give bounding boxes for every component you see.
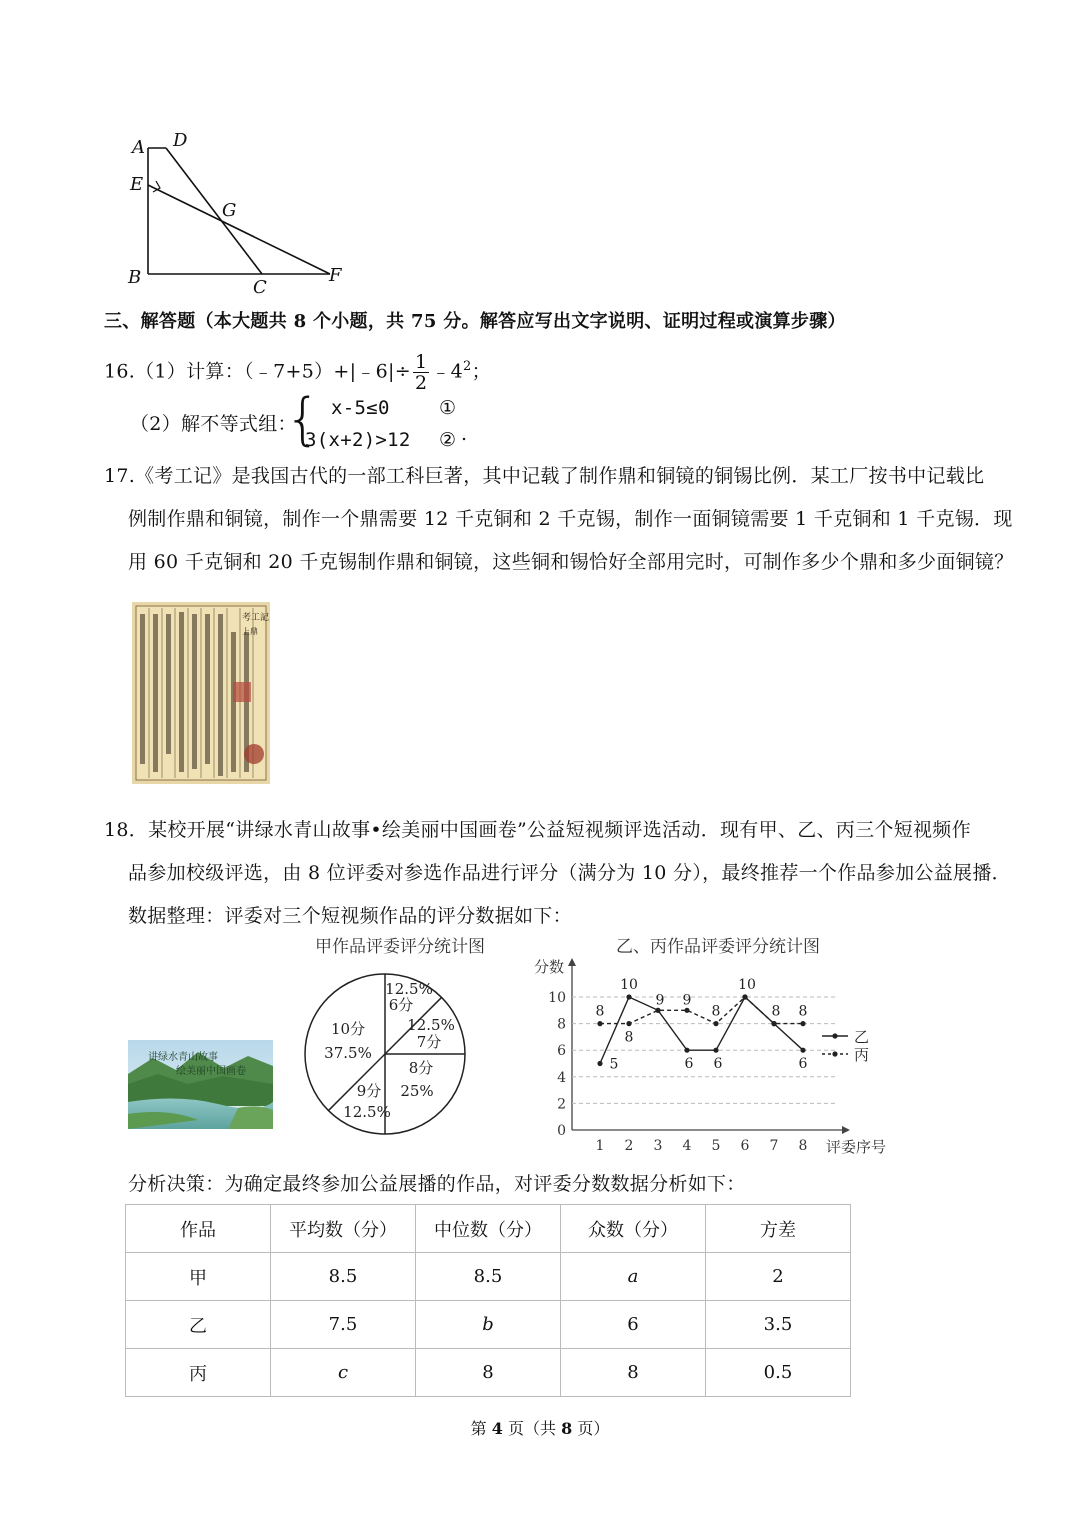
inequality-2-mark: ②: [439, 429, 457, 451]
data-label: 8: [771, 1003, 781, 1020]
table-cell: a: [561, 1253, 706, 1301]
pie-chart-title: 甲作品评委评分统计图: [315, 937, 485, 957]
table-cell: 6: [561, 1301, 706, 1349]
data-point: [684, 1048, 689, 1053]
table-header: 方差: [706, 1205, 851, 1253]
analysis-text: 分析决策：为确定最终参加公益展播的作品，对评委分数数据分析如下：: [128, 1173, 746, 1195]
table-cell: 0.5: [706, 1349, 851, 1397]
q16-part1-prefix: 16.（1）计算：（﹣7+5）+|﹣6|÷: [104, 360, 411, 383]
section-heading: 三、解答题（本大题共 8 个小题，共 75 分。解答应写出文字说明、证明过程或演算步骤）: [104, 311, 846, 332]
data-point: [800, 1021, 805, 1026]
table-cell: 8.5: [271, 1253, 416, 1301]
ancient-book-image: [132, 602, 270, 784]
data-label: 6: [713, 1056, 723, 1073]
footer-mid: 页（共: [502, 1419, 562, 1438]
fraction-numerator: 1: [414, 351, 428, 373]
table-cell: 8: [416, 1349, 561, 1397]
table-cell: 8: [561, 1349, 706, 1397]
y-axis-label: 分数: [534, 958, 565, 976]
table-cell: 丙: [126, 1349, 271, 1397]
y-tick-label: 10: [548, 990, 566, 1006]
data-point: [684, 1008, 689, 1013]
data-point: [771, 1021, 776, 1026]
fraction: [413, 352, 429, 393]
geometry-figure: [120, 128, 360, 298]
table-header: 众数（分）: [561, 1205, 706, 1253]
pie-slice-label: 7分: [416, 1033, 442, 1051]
q16-part1-end: ；: [471, 360, 491, 383]
table-header: 中位数（分）: [416, 1205, 561, 1253]
data-label: 8: [624, 1029, 634, 1046]
inequality-1-mark: ①: [439, 397, 457, 419]
pie-slice-label: 25%: [400, 1082, 434, 1100]
fraction-denominator: 2: [414, 372, 428, 394]
legend-label: 丙: [854, 1046, 870, 1064]
pie-slice-label: 12.5%: [407, 1016, 455, 1034]
label-a: A: [132, 137, 145, 158]
landscape-thumbnail: [128, 1040, 273, 1129]
x-tick-label: 8: [798, 1138, 808, 1154]
analysis-table: [125, 1204, 851, 1397]
table-cell: b: [416, 1301, 561, 1349]
data-label: 8: [711, 1003, 721, 1020]
label-d: D: [173, 130, 188, 151]
y-tick-label: 8: [557, 1016, 566, 1033]
exponent: 2: [463, 359, 472, 375]
x-axis-arrow: [842, 1126, 850, 1134]
data-label: 8: [595, 1003, 605, 1020]
pie-slice-label: 12.5%: [343, 1103, 391, 1121]
page-footer: [0, 1416, 1080, 1439]
table-row: [126, 1253, 851, 1301]
data-point: [597, 1021, 602, 1026]
pie-slice-label: 10分: [330, 1020, 366, 1038]
legend-label: 乙: [854, 1028, 870, 1046]
label-f: F: [329, 265, 342, 286]
data-label: 10: [620, 977, 638, 993]
data-label: 8: [798, 1003, 808, 1020]
thumbnail-caption-1: 讲绿水青山故事: [148, 1052, 218, 1063]
pie-slice-label: 8分: [408, 1059, 434, 1077]
data-point: [655, 1008, 660, 1013]
data-point: [626, 1021, 631, 1026]
footer-suffix: 页）: [572, 1419, 610, 1438]
data-point: [800, 1048, 805, 1053]
data-point: [713, 1021, 718, 1026]
line-chart: [520, 932, 910, 1160]
x-tick-label: 5: [711, 1138, 721, 1154]
seal-stamp-round: [244, 744, 264, 764]
data-point: [597, 1061, 602, 1066]
y-axis-arrow: [568, 958, 576, 966]
table-header-row: [126, 1205, 851, 1253]
table-cell: 3.5: [706, 1301, 851, 1349]
footer-page: 4: [491, 1419, 503, 1438]
table-header: 作品: [126, 1205, 271, 1253]
table-header: 平均数（分）: [271, 1205, 416, 1253]
line-chart-title: 乙、丙作品评委评分统计图: [616, 937, 820, 957]
label-e: E: [130, 174, 144, 195]
pie-chart: [290, 932, 510, 1142]
inequality-2: 3(x+2)>12: [305, 429, 411, 451]
inequality-end: .: [461, 423, 468, 445]
inequality-1: x-5≤0: [331, 397, 390, 419]
thumbnail-caption-2: 绘美丽中国画卷: [176, 1066, 246, 1077]
q18-line1: 18．某校开展“讲绿水青山故事•绘美丽中国画卷”公益短视频评选活动．现有甲、乙、丙三个短视频作: [104, 819, 971, 841]
x-tick-label: 2: [624, 1138, 634, 1154]
x-tick-label: 1: [595, 1138, 605, 1154]
label-g: G: [222, 200, 237, 221]
q18-line2: 品参加校级评选，由 8 位评委对参选作品进行评分（满分为 10 分），最终推荐一个作品参加公益展播．: [128, 862, 1011, 884]
data-label: 6: [684, 1056, 694, 1073]
pie-slice-label: 37.5%: [324, 1044, 372, 1062]
label-b: B: [128, 267, 142, 288]
data-point: [626, 994, 631, 999]
data-label: 9: [682, 992, 692, 1009]
data-label: 10: [738, 977, 756, 993]
q17-line1: 17.《考工记》是我国古代的一部工科巨著，其中记载了制作鼎和铜镜的铜锡比例．某工厂按书中记载比: [104, 465, 985, 487]
x-axis-label: 评委序号: [826, 1138, 887, 1156]
legend-marker: [832, 1051, 837, 1056]
seal-stamp: [233, 682, 251, 702]
pie-slice-label: 9分: [356, 1082, 382, 1100]
y-tick-label: 4: [557, 1069, 566, 1086]
data-point: [713, 1048, 718, 1053]
data-label: 5: [609, 1056, 619, 1073]
q18-line3: 数据整理：评委对三个短视频作品的评分数据如下：: [128, 905, 572, 927]
data-label: 6: [798, 1056, 808, 1073]
q16-part2-prefix: （2）解不等式组：: [130, 413, 297, 435]
table-row: [126, 1301, 851, 1349]
x-tick-label: 6: [740, 1138, 750, 1154]
legend-marker: [832, 1033, 837, 1038]
pie-slice-label: 6分: [388, 996, 414, 1014]
left-brace: {: [285, 387, 321, 452]
footer-prefix: 第: [470, 1419, 492, 1438]
q17-line2: 例制作鼎和铜镜，制作一个鼎需要 12 千克铜和 2 千克锡，制作一面铜镜需要 1 千克铜和 1 千克锡．现: [128, 508, 1013, 530]
table-cell: 8.5: [416, 1253, 561, 1301]
label-c: C: [253, 277, 267, 298]
table-cell: c: [271, 1349, 416, 1397]
q17-line3: 用 60 千克铜和 20 千克锡制作鼎和铜镜，这些铜和锡恰好全部用完时，可制作多少个鼎和多少面铜镜？: [128, 551, 1014, 573]
book-subheader: 上鼎: [242, 627, 258, 636]
y-tick-label: 0: [557, 1123, 566, 1139]
book-header: 考工記: [242, 613, 270, 623]
table-row: [126, 1349, 851, 1397]
q16-part1-suffix: ﹣4: [431, 360, 464, 383]
data-point: [742, 994, 747, 999]
table-cell: 甲: [126, 1253, 271, 1301]
footer-total: 8: [561, 1419, 573, 1438]
pie-slice-label: 12.5%: [385, 980, 433, 998]
x-tick-label: 7: [769, 1138, 779, 1154]
x-tick-label: 3: [653, 1138, 663, 1154]
table-cell: 2: [706, 1253, 851, 1301]
y-tick-label: 6: [557, 1043, 566, 1060]
table-cell: 7.5: [271, 1301, 416, 1349]
table-cell: 乙: [126, 1301, 271, 1349]
x-tick-label: 4: [682, 1138, 692, 1154]
y-tick-label: 2: [557, 1096, 566, 1113]
data-label: 9: [655, 992, 665, 1009]
